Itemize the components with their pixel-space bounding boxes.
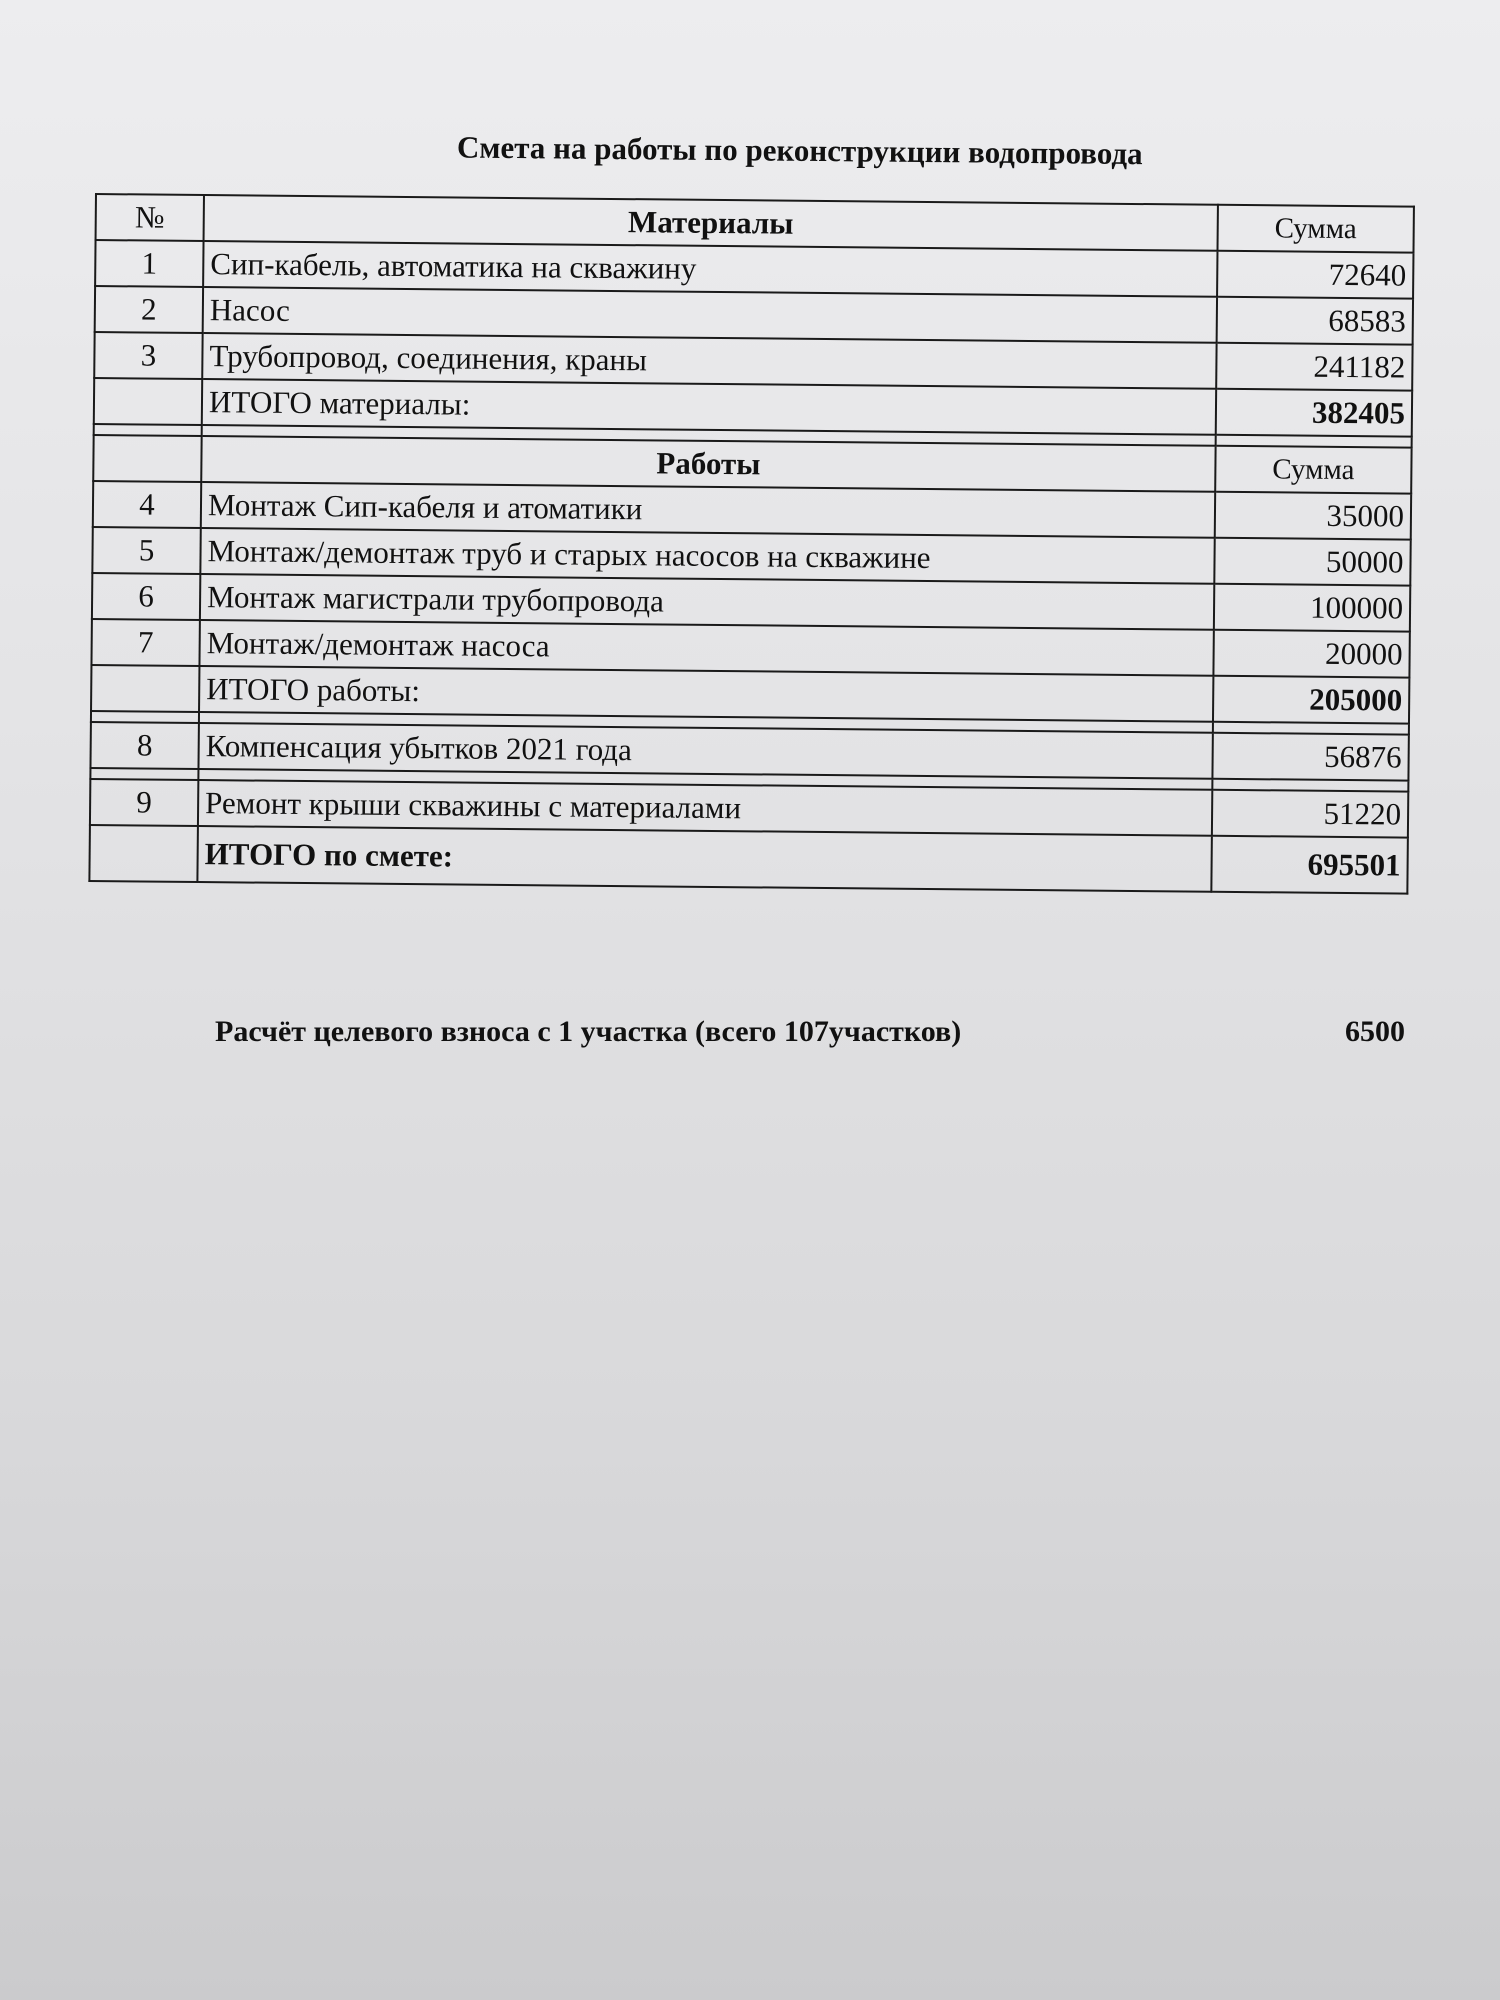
row-number: 8: [90, 722, 198, 769]
row-name: Насос: [203, 287, 1217, 343]
materials-total-label: ИТОГО материалы:: [202, 379, 1216, 435]
row-sum: 68583: [1217, 297, 1413, 345]
number-column-header: №: [96, 194, 204, 241]
estimate-table: [88, 193, 1415, 895]
materials-section-header: Материалы: [204, 195, 1218, 251]
works-section-header: Работы: [201, 436, 1215, 492]
row-number: 3: [94, 332, 202, 379]
row-name: Сип-кабель, автоматика на скважину: [203, 241, 1217, 297]
row-sum: 100000: [1214, 584, 1410, 632]
row-name: Ремонт крыши скважины с материалами: [198, 780, 1212, 836]
row-sum: 35000: [1215, 492, 1411, 540]
grand-total-row: [89, 825, 1407, 894]
empty-cell: [93, 435, 201, 482]
contribution-value: 6500: [1345, 1015, 1405, 1048]
empty-cell: [89, 825, 198, 882]
row-sum: 50000: [1214, 538, 1410, 586]
row-number: 4: [93, 481, 201, 528]
row-number: 9: [90, 779, 198, 826]
works-sum-header: Сумма: [1215, 446, 1411, 494]
materials-total-value: 382405: [1216, 389, 1412, 437]
row-name: Компенсация убытков 2021 года: [198, 723, 1212, 779]
grand-total-value: 695501: [1211, 836, 1408, 894]
row-sum: 51220: [1212, 790, 1408, 838]
row-number: 5: [92, 527, 200, 574]
contribution-label: Расчёт целевого взноса с 1 участка (всего 107участков): [215, 1015, 962, 1048]
row-name: Монтаж Сип-кабеля и атоматики: [201, 482, 1215, 538]
row-sum: 72640: [1217, 251, 1413, 299]
row-number: 7: [91, 619, 199, 666]
row-sum: 241182: [1216, 343, 1412, 391]
empty-cell: [91, 665, 199, 712]
row-number: 6: [92, 573, 200, 620]
works-total-label: ИТОГО работы:: [199, 666, 1213, 722]
row-name: Трубопровод, соединения, краны: [202, 333, 1216, 389]
document-title: Смета на работы по реконструкции водопровода: [456, 129, 1143, 172]
grand-total-label: ИТОГО по смете:: [197, 826, 1211, 892]
row-sum: 20000: [1213, 630, 1409, 678]
row-name: Монтаж магистрали трубопровода: [200, 574, 1214, 630]
row-number: 1: [95, 240, 203, 287]
row-name: Монтаж/демонтаж труб и старых насосов на скважине: [200, 528, 1214, 584]
materials-sum-header: Сумма: [1217, 205, 1413, 253]
estimate-table-wrapper: [88, 193, 1413, 895]
empty-cell: [94, 378, 202, 425]
works-total-value: 205000: [1213, 676, 1409, 724]
row-number: 2: [95, 286, 203, 333]
row-sum: 56876: [1212, 733, 1408, 781]
row-name: Монтаж/демонтаж насоса: [199, 620, 1213, 676]
